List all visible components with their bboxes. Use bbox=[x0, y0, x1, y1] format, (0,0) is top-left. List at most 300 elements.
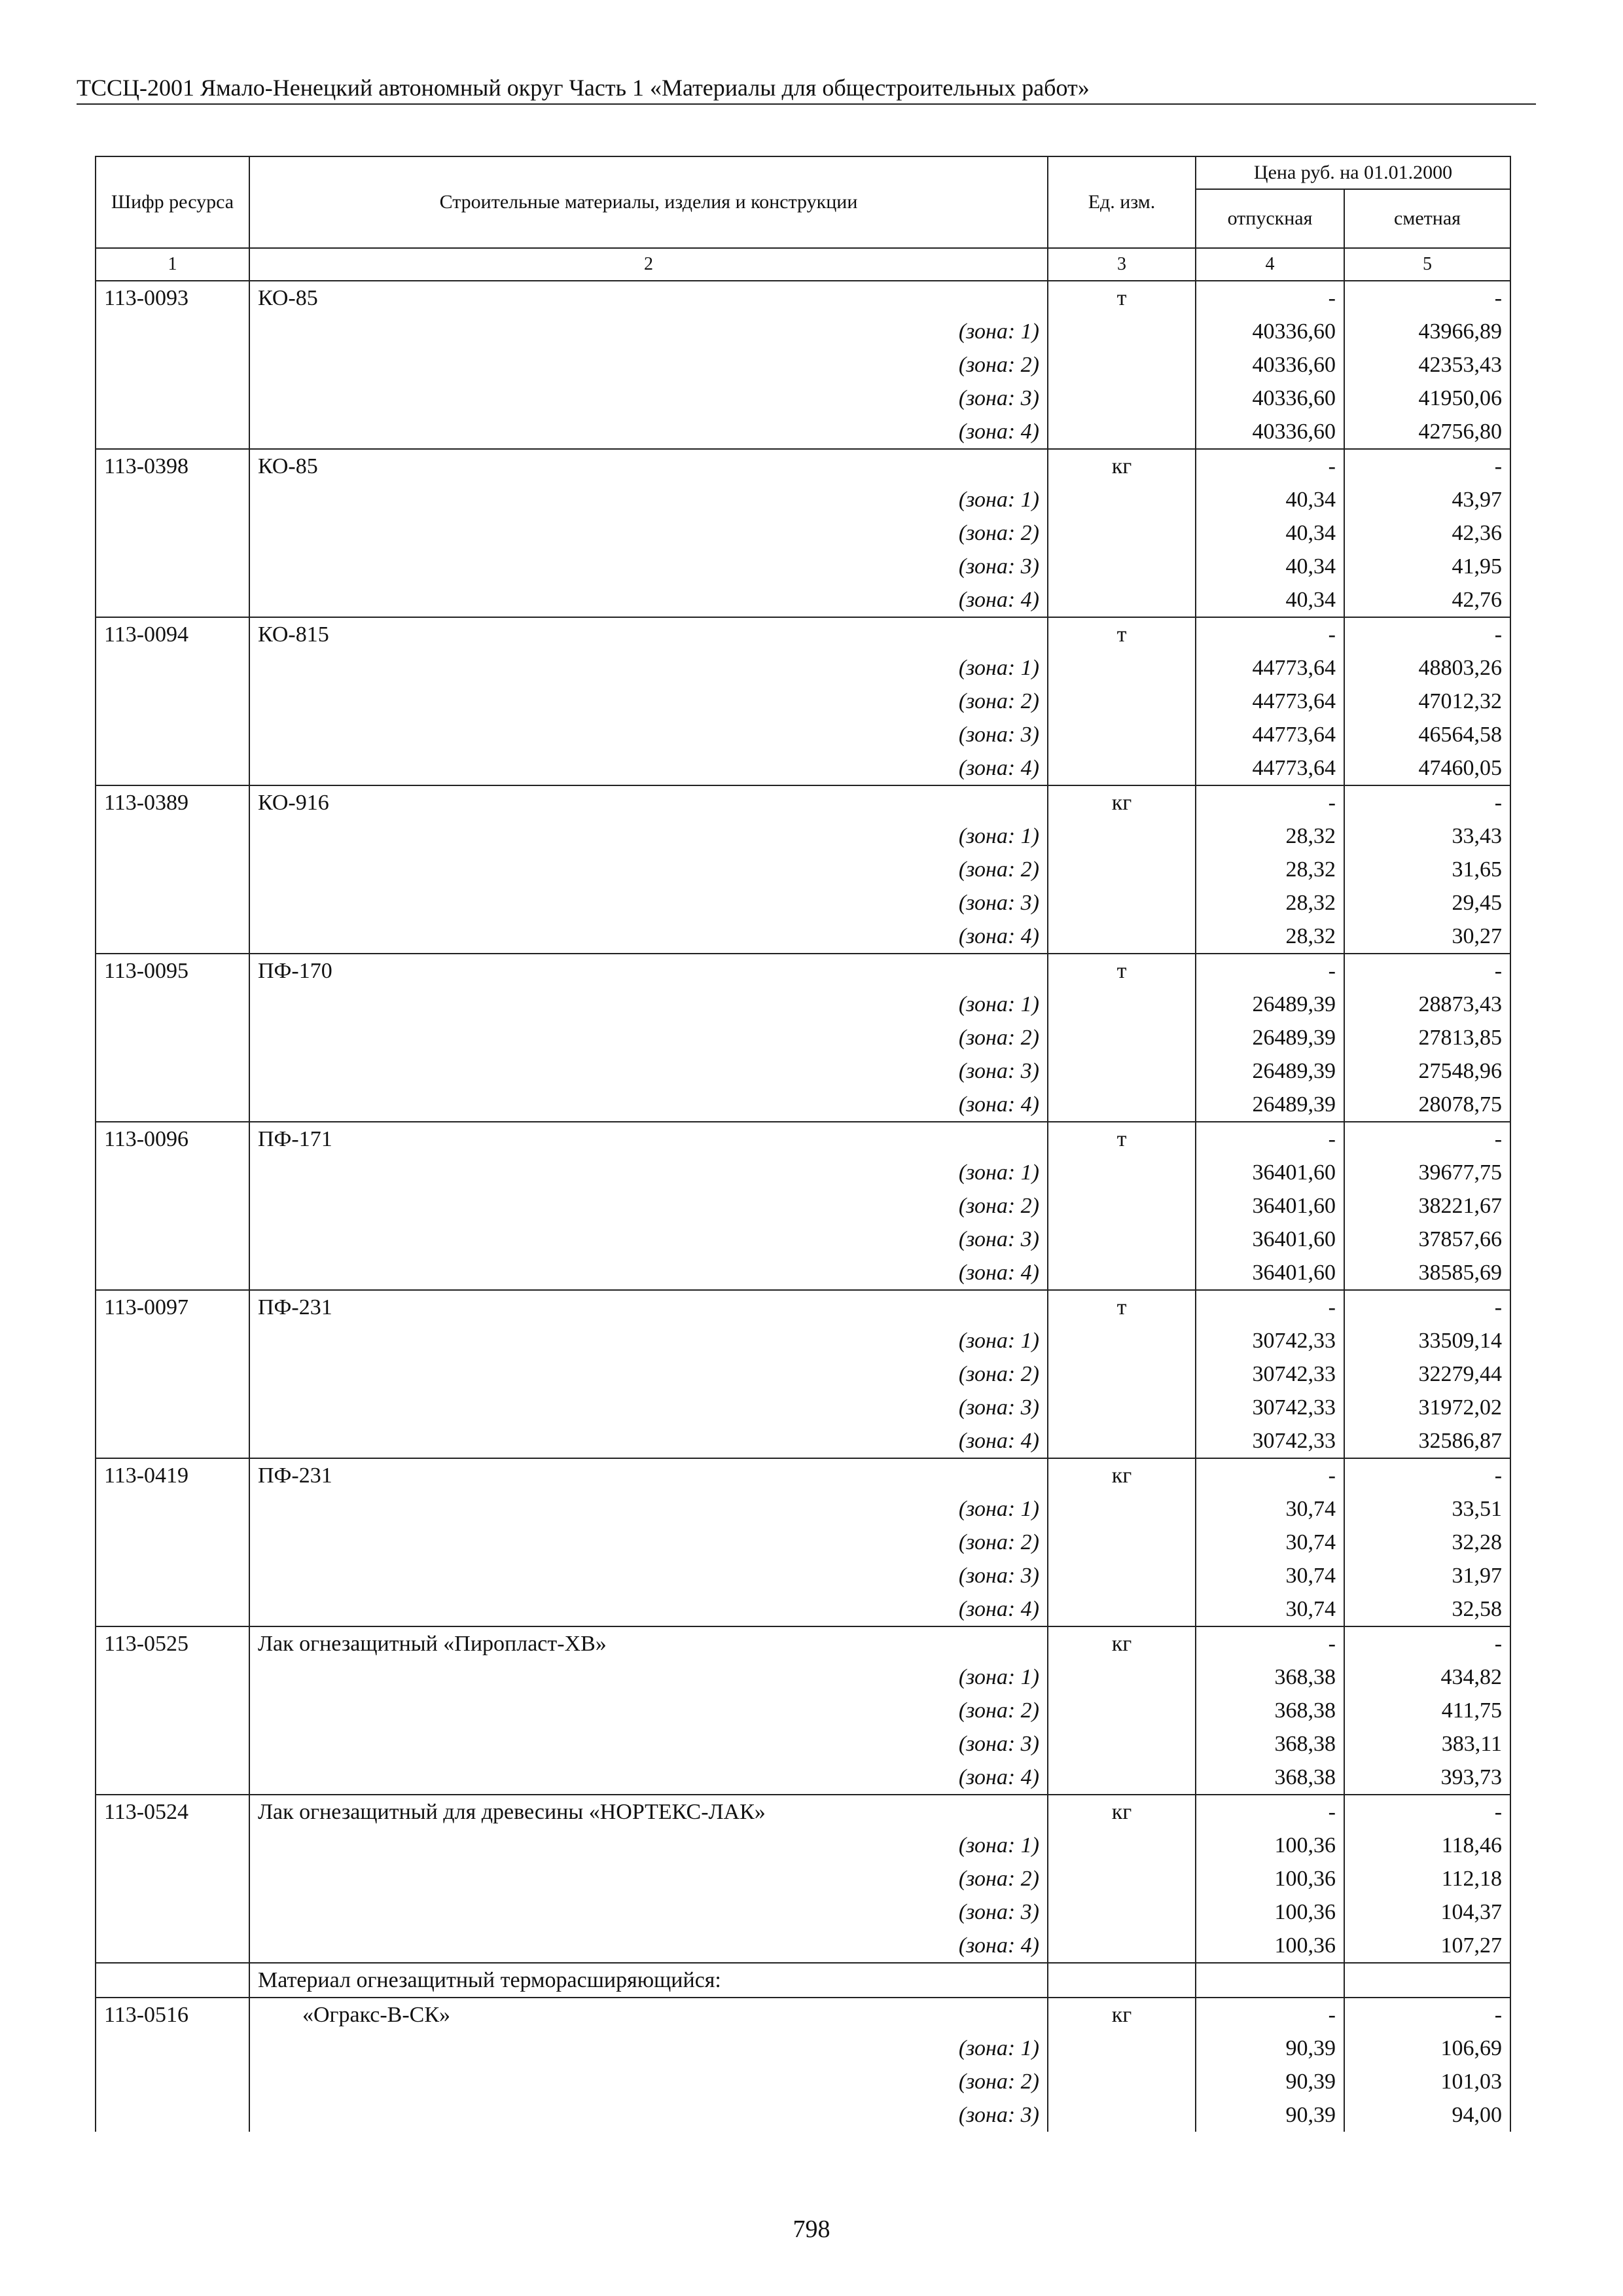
resource-code: 113-0525 bbox=[96, 1626, 249, 1660]
resource-row bbox=[96, 1795, 1510, 1829]
code-cell bbox=[96, 583, 249, 617]
release-price: 30,74 bbox=[1196, 1526, 1344, 1559]
unit-cell bbox=[1048, 1324, 1196, 1357]
release-price: - bbox=[1196, 954, 1344, 988]
release-price: 36401,60 bbox=[1196, 1189, 1344, 1223]
resource-unit: т bbox=[1048, 1290, 1196, 1324]
code-cell bbox=[96, 1862, 249, 1895]
zone-label: (зона: 4) bbox=[249, 751, 1048, 785]
resource-code: 113-0419 bbox=[96, 1458, 249, 1492]
code-cell bbox=[96, 718, 249, 751]
zone-row bbox=[96, 1559, 1510, 1592]
zone-label: (зона: 3) bbox=[249, 550, 1048, 583]
zone-row bbox=[96, 988, 1510, 1021]
zone-label: (зона: 4) bbox=[249, 1592, 1048, 1626]
release-price: 368,38 bbox=[1196, 1694, 1344, 1727]
zone-row bbox=[96, 1862, 1510, 1895]
unit-cell bbox=[1048, 2098, 1196, 2132]
release-price: - bbox=[1196, 1290, 1344, 1324]
code-cell bbox=[96, 1256, 249, 1290]
release-price: 40336,60 bbox=[1196, 415, 1344, 449]
zone-row bbox=[96, 1761, 1510, 1795]
code-cell bbox=[96, 1829, 249, 1862]
estimate-price: 434,82 bbox=[1344, 1660, 1510, 1694]
estimate-price: - bbox=[1344, 1795, 1510, 1829]
col-number: 2 bbox=[249, 248, 1048, 281]
release-price: 100,36 bbox=[1196, 1862, 1344, 1895]
zone-label: (зона: 2) bbox=[249, 2065, 1048, 2098]
code-cell bbox=[96, 415, 249, 449]
release-price: - bbox=[1196, 1795, 1344, 1829]
resource-unit: т bbox=[1048, 281, 1196, 315]
resource-code: 113-0524 bbox=[96, 1795, 249, 1829]
resource-unit: кг bbox=[1048, 1998, 1196, 2032]
estimate-price: 33,43 bbox=[1344, 819, 1510, 853]
zone-label: (зона: 4) bbox=[249, 415, 1048, 449]
release-price: 368,38 bbox=[1196, 1761, 1344, 1795]
code-cell bbox=[96, 1424, 249, 1458]
zone-label: (зона: 4) bbox=[249, 1761, 1048, 1795]
zone-row bbox=[96, 1021, 1510, 1054]
resource-name: ПФ-171 bbox=[249, 1122, 1048, 1156]
unit-cell bbox=[1048, 483, 1196, 516]
release-price: - bbox=[1196, 1998, 1344, 2032]
zone-row bbox=[96, 1727, 1510, 1761]
resource-row bbox=[96, 449, 1510, 483]
unit-cell bbox=[1048, 1829, 1196, 1862]
zone-row bbox=[96, 751, 1510, 785]
estimate-price: 29,45 bbox=[1344, 886, 1510, 920]
estimate-price: 94,00 bbox=[1344, 2098, 1510, 2132]
zone-row bbox=[96, 1156, 1510, 1189]
estimate-price: 31,65 bbox=[1344, 853, 1510, 886]
zone-row bbox=[96, 1694, 1510, 1727]
code-cell bbox=[96, 1054, 249, 1088]
estimate-price: 43,97 bbox=[1344, 483, 1510, 516]
zone-label: (зона: 2) bbox=[249, 1189, 1048, 1223]
resource-code: 113-0095 bbox=[96, 954, 249, 988]
estimate-price: 118,46 bbox=[1344, 1829, 1510, 1862]
code-cell bbox=[96, 1963, 249, 1998]
release-price: 26489,39 bbox=[1196, 1088, 1344, 1122]
group-heading-row bbox=[96, 1963, 1510, 1998]
resource-row bbox=[96, 281, 1510, 315]
zone-row bbox=[96, 2032, 1510, 2065]
unit-cell bbox=[1048, 853, 1196, 886]
zone-label: (зона: 2) bbox=[249, 1357, 1048, 1391]
release-price: - bbox=[1196, 617, 1344, 651]
zone-row bbox=[96, 1929, 1510, 1963]
unit-cell bbox=[1048, 1862, 1196, 1895]
resource-name: ПФ-170 bbox=[249, 954, 1048, 988]
release-price: 90,39 bbox=[1196, 2065, 1344, 2098]
code-cell bbox=[96, 1895, 249, 1929]
release-price: 90,39 bbox=[1196, 2032, 1344, 2065]
unit-cell bbox=[1048, 886, 1196, 920]
code-cell bbox=[96, 1559, 249, 1592]
release-price bbox=[1196, 1963, 1344, 1998]
code-cell bbox=[96, 516, 249, 550]
estimate-price: 46564,58 bbox=[1344, 718, 1510, 751]
zone-row bbox=[96, 1660, 1510, 1694]
zone-row bbox=[96, 483, 1510, 516]
estimate-price: 28078,75 bbox=[1344, 1088, 1510, 1122]
zone-row bbox=[96, 2065, 1510, 2098]
resource-name: КО-815 bbox=[249, 617, 1048, 651]
resource-unit: кг bbox=[1048, 1626, 1196, 1660]
col-unit-header: Ед. изм. bbox=[1048, 156, 1196, 248]
release-price: - bbox=[1196, 785, 1344, 819]
zone-label: (зона: 4) bbox=[249, 1088, 1048, 1122]
unit-cell bbox=[1048, 1694, 1196, 1727]
unit-cell bbox=[1048, 685, 1196, 718]
unit-cell bbox=[1048, 382, 1196, 415]
code-cell bbox=[96, 550, 249, 583]
estimate-price: 27813,85 bbox=[1344, 1021, 1510, 1054]
resource-unit: т bbox=[1048, 954, 1196, 988]
release-price: 368,38 bbox=[1196, 1727, 1344, 1761]
code-cell bbox=[96, 1492, 249, 1526]
zone-label: (зона: 1) bbox=[249, 2032, 1048, 2065]
zone-label: (зона: 2) bbox=[249, 853, 1048, 886]
estimate-price: 28873,43 bbox=[1344, 988, 1510, 1021]
zone-row bbox=[96, 315, 1510, 348]
unit-cell bbox=[1048, 550, 1196, 583]
resource-name: КО-916 bbox=[249, 785, 1048, 819]
release-price: 100,36 bbox=[1196, 1829, 1344, 1862]
estimate-price: - bbox=[1344, 1290, 1510, 1324]
estimate-price: - bbox=[1344, 954, 1510, 988]
unit-cell bbox=[1048, 651, 1196, 685]
release-price: 30,74 bbox=[1196, 1559, 1344, 1592]
estimate-price: - bbox=[1344, 281, 1510, 315]
unit-cell bbox=[1048, 1256, 1196, 1290]
zone-row bbox=[96, 886, 1510, 920]
zone-label: (зона: 3) bbox=[249, 1559, 1048, 1592]
zone-label: (зона: 1) bbox=[249, 315, 1048, 348]
code-cell bbox=[96, 1761, 249, 1795]
zone-row bbox=[96, 1054, 1510, 1088]
estimate-price bbox=[1344, 1963, 1510, 1998]
estimate-price: 42,76 bbox=[1344, 583, 1510, 617]
unit-cell bbox=[1048, 1156, 1196, 1189]
estimate-price: 42756,80 bbox=[1344, 415, 1510, 449]
group-heading: Материал огнезащитный терморасширяющийся: bbox=[249, 1963, 1048, 1998]
zone-row bbox=[96, 516, 1510, 550]
unit-cell bbox=[1048, 583, 1196, 617]
code-cell bbox=[96, 988, 249, 1021]
zone-label: (зона: 3) bbox=[249, 886, 1048, 920]
code-cell bbox=[96, 1592, 249, 1626]
resource-name: «Огракс-В-СК» bbox=[249, 1998, 1048, 2032]
code-cell bbox=[96, 1088, 249, 1122]
zone-label: (зона: 2) bbox=[249, 516, 1048, 550]
table-header bbox=[96, 156, 1510, 281]
release-price: - bbox=[1196, 449, 1344, 483]
col-number: 1 bbox=[96, 248, 249, 281]
zone-row bbox=[96, 1223, 1510, 1256]
estimate-price: - bbox=[1344, 1626, 1510, 1660]
col-number: 4 bbox=[1196, 248, 1344, 281]
release-price: 90,39 bbox=[1196, 2098, 1344, 2132]
code-cell bbox=[96, 1694, 249, 1727]
zone-label: (зона: 1) bbox=[249, 483, 1048, 516]
page-number: 798 bbox=[793, 2215, 830, 2243]
zone-row bbox=[96, 583, 1510, 617]
zone-row bbox=[96, 1256, 1510, 1290]
estimate-price: - bbox=[1344, 1998, 1510, 2032]
resource-name: Лак огнезащитный для древесины «НОРТЕКС-ЛАК» bbox=[249, 1795, 1048, 1829]
resource-code: 113-0516 bbox=[96, 1998, 249, 2032]
resource-code: 113-0389 bbox=[96, 785, 249, 819]
resource-row bbox=[96, 1998, 1510, 2032]
zone-label: (зона: 4) bbox=[249, 1929, 1048, 1963]
resource-unit: т bbox=[1048, 1122, 1196, 1156]
col-estimate-header: сметная bbox=[1344, 189, 1510, 248]
release-price: 28,32 bbox=[1196, 886, 1344, 920]
col-code-header: Шифр ресурса bbox=[96, 156, 249, 248]
resource-code: 113-0093 bbox=[96, 281, 249, 315]
unit-cell bbox=[1048, 1054, 1196, 1088]
unit-cell bbox=[1048, 718, 1196, 751]
release-price: 100,36 bbox=[1196, 1929, 1344, 1963]
release-price: 368,38 bbox=[1196, 1660, 1344, 1694]
zone-label: (зона: 3) bbox=[249, 1054, 1048, 1088]
release-price: 30742,33 bbox=[1196, 1391, 1344, 1424]
estimate-price: 32586,87 bbox=[1344, 1424, 1510, 1458]
code-cell bbox=[96, 1357, 249, 1391]
estimate-price: 27548,96 bbox=[1344, 1054, 1510, 1088]
col-number: 5 bbox=[1344, 248, 1510, 281]
unit-cell bbox=[1048, 1963, 1196, 1998]
release-price: 26489,39 bbox=[1196, 1054, 1344, 1088]
estimate-price: 37857,66 bbox=[1344, 1223, 1510, 1256]
resource-code: 113-0094 bbox=[96, 617, 249, 651]
col-release-header: отпускная bbox=[1196, 189, 1344, 248]
estimate-price: 38585,69 bbox=[1344, 1256, 1510, 1290]
estimate-price: 41,95 bbox=[1344, 550, 1510, 583]
zone-label: (зона: 1) bbox=[249, 1660, 1048, 1694]
estimate-price: - bbox=[1344, 1458, 1510, 1492]
code-cell bbox=[96, 1156, 249, 1189]
code-cell bbox=[96, 1021, 249, 1054]
release-price: 26489,39 bbox=[1196, 988, 1344, 1021]
code-cell bbox=[96, 1526, 249, 1559]
unit-cell bbox=[1048, 1021, 1196, 1054]
estimate-price: 47460,05 bbox=[1344, 751, 1510, 785]
estimate-price: 383,11 bbox=[1344, 1727, 1510, 1761]
zone-label: (зона: 3) bbox=[249, 718, 1048, 751]
resource-row bbox=[96, 954, 1510, 988]
estimate-price: 112,18 bbox=[1344, 1862, 1510, 1895]
unit-cell bbox=[1048, 1660, 1196, 1694]
estimate-price: 33,51 bbox=[1344, 1492, 1510, 1526]
release-price: 40,34 bbox=[1196, 516, 1344, 550]
unit-cell bbox=[1048, 2065, 1196, 2098]
estimate-price: 104,37 bbox=[1344, 1895, 1510, 1929]
zone-row bbox=[96, 651, 1510, 685]
zone-label: (зона: 3) bbox=[249, 1223, 1048, 1256]
zone-row bbox=[96, 1088, 1510, 1122]
resource-name: КО-85 bbox=[249, 449, 1048, 483]
code-cell bbox=[96, 1660, 249, 1694]
zone-row bbox=[96, 382, 1510, 415]
estimate-price: 43966,89 bbox=[1344, 315, 1510, 348]
page-header: ТССЦ-2001 Ямало-Ненецкий автономный округ Часть 1 «Материалы для общестроительных работ» bbox=[77, 73, 1536, 105]
col-name-header: Строительные материалы, изделия и конструкции bbox=[249, 156, 1048, 248]
zone-row bbox=[96, 415, 1510, 449]
zone-label: (зона: 1) bbox=[249, 1492, 1048, 1526]
estimate-price: 33509,14 bbox=[1344, 1324, 1510, 1357]
zone-label: (зона: 1) bbox=[249, 988, 1048, 1021]
code-cell bbox=[96, 920, 249, 954]
code-cell bbox=[96, 886, 249, 920]
zone-row bbox=[96, 1492, 1510, 1526]
resource-name: КО-85 bbox=[249, 281, 1048, 315]
zone-label: (зона: 2) bbox=[249, 1526, 1048, 1559]
estimate-price: 411,75 bbox=[1344, 1694, 1510, 1727]
unit-cell bbox=[1048, 315, 1196, 348]
code-cell bbox=[96, 819, 249, 853]
zone-label: (зона: 2) bbox=[249, 1021, 1048, 1054]
resource-unit: кг bbox=[1048, 449, 1196, 483]
estimate-price: - bbox=[1344, 449, 1510, 483]
unit-cell bbox=[1048, 1592, 1196, 1626]
zone-row bbox=[96, 1189, 1510, 1223]
resource-unit: кг bbox=[1048, 1458, 1196, 1492]
unit-cell bbox=[1048, 2032, 1196, 2065]
zone-row bbox=[96, 1829, 1510, 1862]
zone-row bbox=[96, 1592, 1510, 1626]
unit-cell bbox=[1048, 920, 1196, 954]
zone-label: (зона: 2) bbox=[249, 1694, 1048, 1727]
estimate-price: 32279,44 bbox=[1344, 1357, 1510, 1391]
unit-cell bbox=[1048, 1895, 1196, 1929]
unit-cell bbox=[1048, 1189, 1196, 1223]
resource-row bbox=[96, 1122, 1510, 1156]
release-price: 36401,60 bbox=[1196, 1223, 1344, 1256]
release-price: 100,36 bbox=[1196, 1895, 1344, 1929]
release-price: 40336,60 bbox=[1196, 348, 1344, 382]
release-price: 30742,33 bbox=[1196, 1324, 1344, 1357]
release-price: 44773,64 bbox=[1196, 651, 1344, 685]
zone-row bbox=[96, 1357, 1510, 1391]
zone-row bbox=[96, 1391, 1510, 1424]
release-price: 40,34 bbox=[1196, 483, 1344, 516]
table-body bbox=[96, 281, 1510, 2132]
release-price: - bbox=[1196, 1122, 1344, 1156]
resource-name: Лак огнезащитный «Пиропласт-ХВ» bbox=[249, 1626, 1048, 1660]
estimate-price: 38221,67 bbox=[1344, 1189, 1510, 1223]
unit-cell bbox=[1048, 1391, 1196, 1424]
zone-row bbox=[96, 685, 1510, 718]
zone-row bbox=[96, 2098, 1510, 2132]
estimate-price: 41950,06 bbox=[1344, 382, 1510, 415]
release-price: - bbox=[1196, 1626, 1344, 1660]
zone-row bbox=[96, 853, 1510, 886]
release-price: 30,74 bbox=[1196, 1592, 1344, 1626]
estimate-price: - bbox=[1344, 617, 1510, 651]
estimate-price: 393,73 bbox=[1344, 1761, 1510, 1795]
resource-row bbox=[96, 1626, 1510, 1660]
unit-cell bbox=[1048, 1761, 1196, 1795]
release-price: 44773,64 bbox=[1196, 718, 1344, 751]
code-cell bbox=[96, 2098, 249, 2132]
estimate-price: 48803,26 bbox=[1344, 651, 1510, 685]
zone-row bbox=[96, 1324, 1510, 1357]
unit-cell bbox=[1048, 1357, 1196, 1391]
release-price: - bbox=[1196, 1458, 1344, 1492]
zone-label: (зона: 3) bbox=[249, 1895, 1048, 1929]
release-price: 40336,60 bbox=[1196, 382, 1344, 415]
unit-cell bbox=[1048, 751, 1196, 785]
zone-label: (зона: 1) bbox=[249, 1829, 1048, 1862]
estimate-price: 42353,43 bbox=[1344, 348, 1510, 382]
zone-label: (зона: 2) bbox=[249, 1862, 1048, 1895]
resource-code: 113-0097 bbox=[96, 1290, 249, 1324]
zone-row bbox=[96, 1895, 1510, 1929]
code-cell bbox=[96, 2032, 249, 2065]
zone-label: (зона: 4) bbox=[249, 583, 1048, 617]
zone-label: (зона: 3) bbox=[249, 1391, 1048, 1424]
estimate-price: 39677,75 bbox=[1344, 1156, 1510, 1189]
resource-unit: кг bbox=[1048, 785, 1196, 819]
estimate-price: - bbox=[1344, 785, 1510, 819]
zone-label: (зона: 4) bbox=[249, 920, 1048, 954]
code-cell bbox=[96, 1223, 249, 1256]
resource-row bbox=[96, 617, 1510, 651]
unit-cell bbox=[1048, 1526, 1196, 1559]
zone-label: (зона: 3) bbox=[249, 2098, 1048, 2132]
unit-cell bbox=[1048, 1223, 1196, 1256]
release-price: 30742,33 bbox=[1196, 1424, 1344, 1458]
release-price: 44773,64 bbox=[1196, 685, 1344, 718]
code-cell bbox=[96, 651, 249, 685]
zone-row bbox=[96, 348, 1510, 382]
estimate-price: 32,28 bbox=[1344, 1526, 1510, 1559]
release-price: 30,74 bbox=[1196, 1492, 1344, 1526]
release-price: 40,34 bbox=[1196, 550, 1344, 583]
unit-cell bbox=[1048, 516, 1196, 550]
code-cell bbox=[96, 2065, 249, 2098]
release-price: - bbox=[1196, 281, 1344, 315]
col-price-header: Цена руб. на 01.01.2000 bbox=[1196, 156, 1510, 189]
release-price: 28,32 bbox=[1196, 920, 1344, 954]
release-price: 40336,60 bbox=[1196, 315, 1344, 348]
zone-row bbox=[96, 718, 1510, 751]
resource-row bbox=[96, 1290, 1510, 1324]
resource-row bbox=[96, 1458, 1510, 1492]
code-cell bbox=[96, 1391, 249, 1424]
unit-cell bbox=[1048, 1929, 1196, 1963]
estimate-price: 106,69 bbox=[1344, 2032, 1510, 2065]
zone-label: (зона: 3) bbox=[249, 382, 1048, 415]
zone-label: (зона: 1) bbox=[249, 819, 1048, 853]
code-cell bbox=[96, 348, 249, 382]
zone-label: (зона: 2) bbox=[249, 348, 1048, 382]
zone-label: (зона: 1) bbox=[249, 1156, 1048, 1189]
code-cell bbox=[96, 315, 249, 348]
code-cell bbox=[96, 1929, 249, 1963]
release-price: 28,32 bbox=[1196, 853, 1344, 886]
unit-cell bbox=[1048, 1088, 1196, 1122]
estimate-price: 107,27 bbox=[1344, 1929, 1510, 1963]
release-price: 36401,60 bbox=[1196, 1156, 1344, 1189]
code-cell bbox=[96, 1189, 249, 1223]
zone-row bbox=[96, 920, 1510, 954]
estimate-price: 47012,32 bbox=[1344, 685, 1510, 718]
estimate-price: 32,58 bbox=[1344, 1592, 1510, 1626]
